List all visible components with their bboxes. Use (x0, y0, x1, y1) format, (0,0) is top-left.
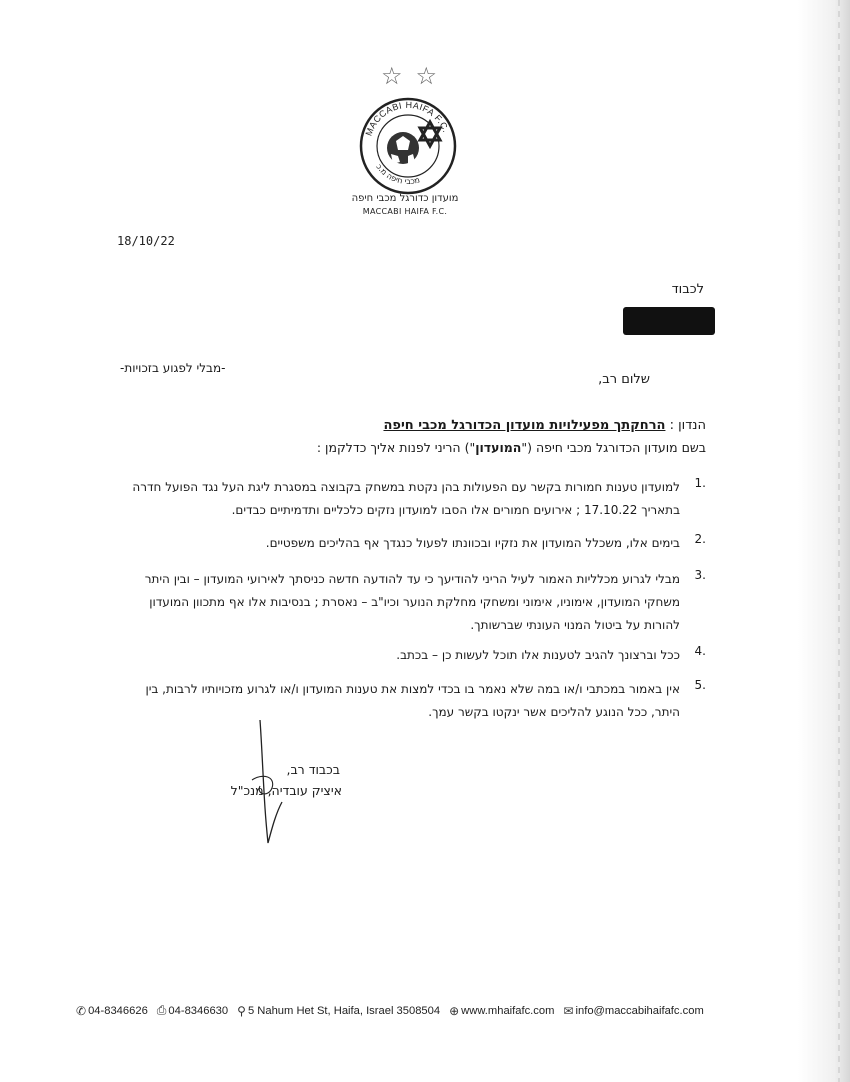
clause-line: ככל וברצונך להגיב לטענות אלו תוכל לעשות כן – בכתב. (396, 648, 680, 662)
clause-number: .4 (694, 644, 706, 658)
clause-4 (96, 644, 706, 667)
clause-3 (96, 568, 706, 637)
footer-phone (76, 1004, 148, 1018)
footer-fax (157, 1003, 228, 1018)
phone-icon: ✆ (76, 1003, 87, 1018)
clause-number: .2 (694, 532, 706, 546)
salutation: לכבוד (671, 282, 704, 297)
svg-text:מכבי חיפה מ.כ (374, 162, 421, 186)
without-prejudice-note: -מבלי לפגוע בזכויות- (120, 361, 226, 375)
clause-number: .1 (694, 476, 706, 490)
clause-line: למועדון טענות חמורות בקשר עם הפעולות בהן נקטת במשחק בקבוצה במסגרת ליגת העל נגד הפועל חדרה (132, 480, 680, 494)
clause-number: .3 (694, 568, 706, 582)
subject-text: הרחקתך מפעילויות מועדון הכדורגל מכבי חיפה (383, 418, 666, 433)
email-link[interactable]: info@maccabihaifafc.com (575, 1004, 704, 1017)
footer-email[interactable] (563, 1004, 703, 1018)
star-icon: ☆ (415, 62, 437, 90)
clause-line: להורות על ביטול המנוי העונתי שברשותך. (470, 618, 680, 632)
club-name-hebrew: מועדון כדורגל מכבי חיפה (351, 193, 459, 204)
fax-number: 04-8346630 (168, 1004, 229, 1017)
phone-number: 04-8346626 (88, 1004, 148, 1017)
club-name-english: MACCABI HAIFA F.C. (362, 207, 448, 216)
address-text: 5 Nahum Het St, Haifa, Israel 3508504 (247, 1004, 441, 1017)
intro-text-2: ") הריני לפנות אליך כדלקמן : (316, 440, 476, 455)
globe-icon: ⊕ (449, 1003, 460, 1018)
subject-prefix: הנדון : (669, 418, 706, 433)
clause-1 (96, 476, 706, 522)
letterhead-footer (76, 1003, 766, 1018)
location-icon: ⚲ (237, 1003, 246, 1018)
greeting: שלום רב, (598, 372, 650, 387)
intro-defined-term: המועדון (475, 440, 522, 455)
footer-address (237, 1004, 440, 1018)
club-logo (358, 96, 458, 196)
subject-line (383, 418, 706, 433)
clause-5 (96, 678, 706, 724)
footer-website[interactable] (449, 1004, 554, 1018)
clause-line: היתר, ככל הנוגע להליכים אשר ינקטו בקשר עמך. (428, 705, 680, 719)
website-link[interactable]: www.mhaifafc.com (461, 1004, 555, 1017)
clause-line: בתאריך 17.10.22 ; אירועים חמורים אלו הסבו למועדון נזקים כלכליים ותדמיתיים כבדים. (231, 503, 680, 517)
intro-paragraph (317, 440, 706, 455)
clause-2 (96, 532, 706, 555)
clause-line: בימים אלו, משכלל המועדון את נזקיו ובכוונתו לפעול כנגדך אף בהליכים משפטיים. (265, 536, 680, 550)
clause-number: .5 (694, 678, 706, 692)
star-icon: ☆ (381, 62, 403, 90)
logo-ring-text-he: מכבי חיפה מ.כ (374, 162, 421, 187)
envelope-icon: ✉ (563, 1003, 574, 1018)
intro-text-1: בשם מועדון הכדורגל מכבי חיפה (" (521, 440, 706, 455)
signatory-name: איציק עובדיה, מנכ"ל (230, 783, 342, 798)
scan-shadow-edge (798, 0, 850, 1082)
closing: בכבוד רב, (286, 762, 340, 777)
clause-line: משחקי המועדון, אימוניו, אימוני ומשחקי מחלקת הנוער וכיו"ב – נאסרת ; בנסיבות אלו אף מתכוון המועדון (149, 595, 680, 609)
scan-edge-line (838, 0, 840, 1082)
clause-line: אין באמור במכתבי ו/או במה שלא נאמר בו בכדי למצות את טענות המועדון ו/או לגרוע מזכויותיו לרבות, בין (145, 682, 680, 696)
clause-line: מבלי לגרוע מכלליות האמור לעיל הריני להודיעך כי עד להודעה חדשה כניסתך לאירועי המועדון – ובין היתר (144, 572, 680, 586)
championship-stars (381, 64, 437, 88)
fax-icon: ⎙ (156, 1003, 167, 1017)
logo-ring-text: MACCABI HAIFA F.C. (363, 99, 452, 138)
letter-date: 18/10/22 (117, 234, 175, 248)
redacted-recipient (623, 307, 715, 335)
